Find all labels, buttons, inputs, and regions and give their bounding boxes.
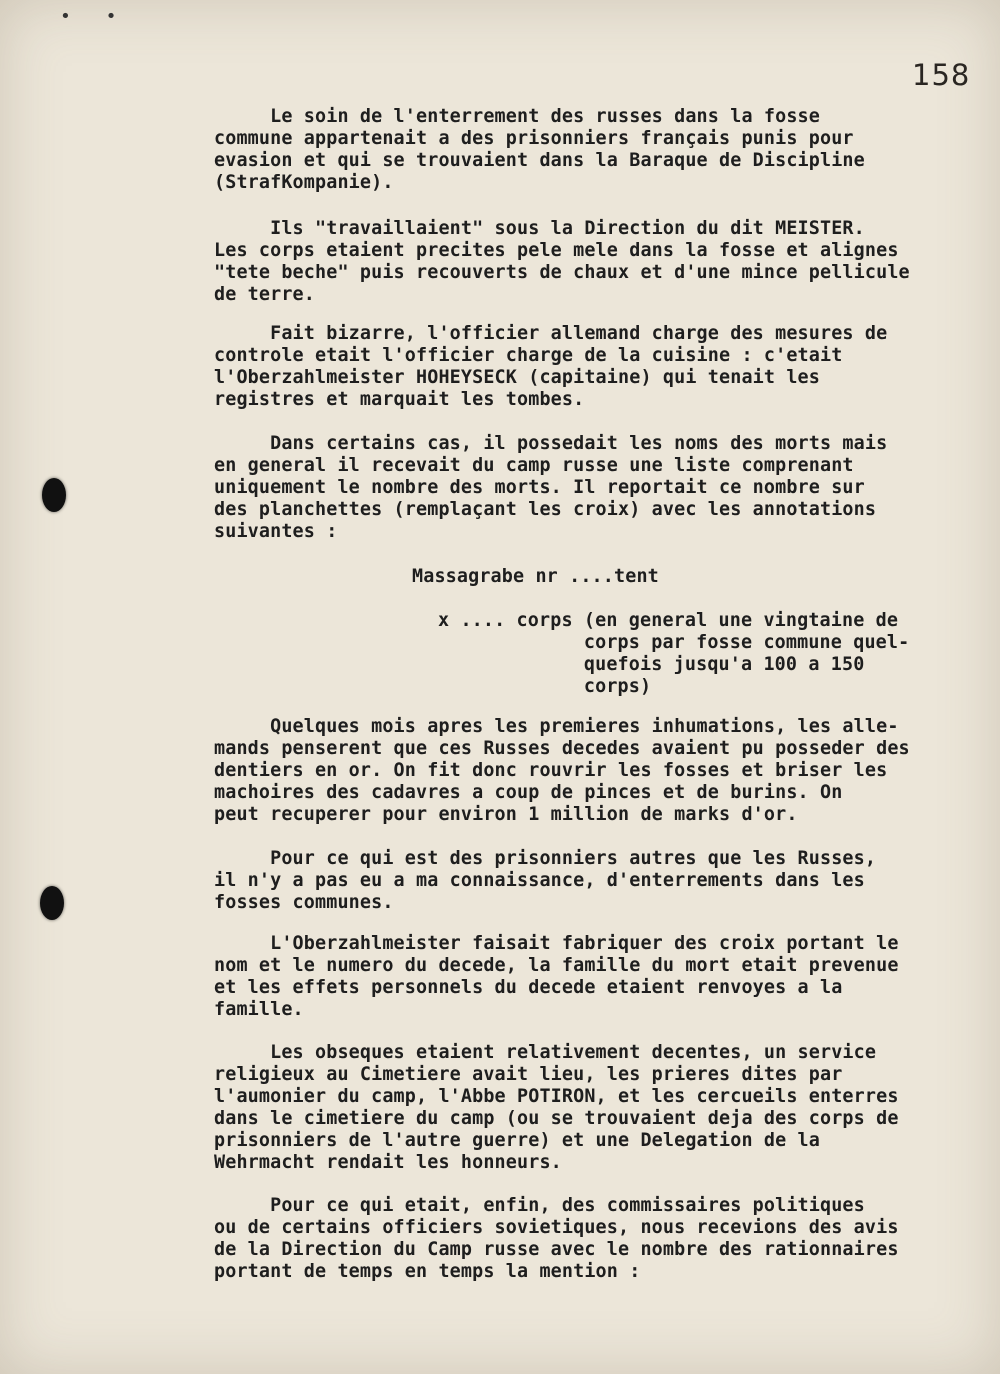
paragraph-other-prisoners: Pour ce qui est des prisonniers autres que les Russes, il n'y a pas eu a ma connaissance, d'enterrements dans les fosses communes. [214, 848, 877, 913]
paragraph-gold-teeth: Quelques mois apres les premieres inhumations, les alle- mands penserent que ces Russes decedes avaient pu posseder des dentiers en or. On fit donc rouvrir les fosses et briser les machoires des cadavres a coup de pinces et de burins. On peut recuperer pour environ 1 million de marks d'or. [214, 716, 910, 825]
paragraph-commissars: Pour ce qui etait, enfin, des commissaires politiques ou de certains officiers sovietiques, nous recevions des avis de la Direction du Camp russe avec le nombre des rationnaires portant de temps en temps la mention : [214, 1195, 899, 1282]
punch-hole [42, 478, 66, 512]
plank-annotation: x .... corps (en general une vingtaine de corps par fosse commune quel- quefois jusqu'a 100 a 150 corps) [438, 610, 910, 697]
paragraph-workers: Ils "travaillaient" sous la Direction du dit MEISTER. Les corps etaient precites pele mele dans la fosse et alignes "tete beche" puis recouverts de chaux et d'une mince pellicule de terre. [214, 218, 910, 305]
paragraph-burial-duty: Le soin de l'enterrement des russes dans la fosse commune appartenait a des prisonniers français punis pour evasion et qui se trouvaient dans la Baraque de Discipline (StrafKompanie). [214, 106, 865, 193]
plank-inscription: Massagrabe nr ....tent [412, 566, 659, 587]
page-number: 158 [912, 58, 971, 92]
paragraph-funerals: Les obseques etaient relativement decentes, un service religieux au Cimetiere avait lieu, les prieres dites par l'aumonier du camp, l'Abbe POTIRON, et les cercueils enterres dans le cimetiere du camp (ou se trouvaient deja des corps de prisonniers de l'autre guerre) et une Delegation de la Wehrmacht rendait les honneurs. [214, 1042, 899, 1173]
paragraph-officer: Fait bizarre, l'officier allemand charge des mesures de controle etait l'officier charge de la cuisine : c'etait l'Oberzahlmeister HOHEYSECK (capitaine) qui tenait les registres et marquait les tombes. [214, 323, 888, 410]
punch-hole [40, 886, 64, 920]
paragraph-lists: Dans certains cas, il possedait les noms des morts mais en general il recevait du camp russe une liste comprenant uniquement le nombre des morts. Il reportait ce nombre sur des planchettes (remplaçant les croix) avec les annotations suivantes : [214, 433, 888, 542]
paragraph-crosses: L'Oberzahlmeister faisait fabriquer des croix portant le nom et le numero du decede, la famille du mort etait prevenue et les effets personnels du decede etaient renvoyes a la famille. [214, 933, 899, 1020]
corner-marks: • • [60, 6, 129, 27]
